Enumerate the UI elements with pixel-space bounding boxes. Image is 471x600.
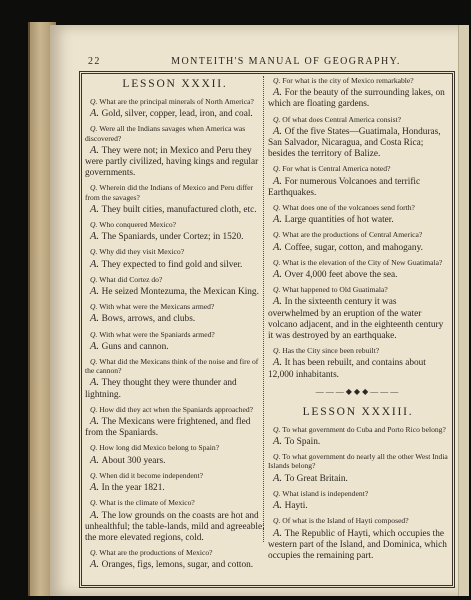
answer [85, 231, 265, 243]
answer-marker: A. [273, 125, 285, 137]
question-marker: Q. [273, 452, 283, 462]
page-number: 22 [88, 56, 101, 67]
question-text: What are the productions of Central America? [282, 230, 423, 240]
answer-text: They expected to find gold and silver. [101, 259, 243, 270]
running-title: MONTEITH'S MANUAL OF GEOGRAPHY. [171, 56, 401, 67]
question [268, 452, 448, 470]
answer [268, 214, 448, 226]
question-text: What did the Mexicans think of the noise and fire of the cannon? [85, 357, 259, 376]
answer [85, 313, 265, 325]
answer-text: Hayti. [284, 501, 308, 512]
answer-text: Over 4,000 feet above the sea. [284, 270, 398, 281]
answer-text: The Spaniards, under Cortez; in 1520. [101, 232, 244, 243]
question-marker: Q. [90, 274, 100, 284]
question-text: For what is Central America noted? [282, 164, 391, 174]
answer-text: Oranges, figs, lemons, sugar, and cotton. [101, 560, 254, 571]
question [85, 183, 265, 201]
question-text: Who conquered Mexico? [99, 220, 177, 230]
answer-marker: A. [273, 527, 285, 539]
answer-text: Gold, silver, copper, lead, iron, and coal. [101, 109, 253, 120]
question [85, 498, 265, 507]
answer-text: In the year 1821. [101, 483, 165, 494]
answer-marker: A. [90, 258, 102, 270]
question [268, 489, 448, 498]
answer-marker: A. [90, 203, 102, 215]
answer-text: Coffee, sugar, cotton, and mahogany. [284, 242, 423, 253]
question [85, 330, 265, 339]
question-marker: Q. [273, 114, 283, 124]
answer [268, 296, 448, 342]
question-marker: Q. [273, 424, 283, 434]
answer-text: To Great Britain. [284, 473, 348, 484]
question [268, 258, 448, 267]
question-marker: Q. [273, 203, 283, 213]
answer-text: They thought they were thunder and lightning. [85, 378, 237, 400]
answer-marker: A. [90, 454, 102, 466]
answer [268, 357, 448, 380]
question-marker: Q. [273, 230, 283, 240]
question-marker: Q. [273, 285, 283, 295]
answer [85, 286, 265, 298]
question-marker: Q. [90, 183, 100, 193]
answer [268, 500, 448, 512]
question [85, 275, 265, 284]
answer-text: In the sixteenth century it was overwhelmed by an eruption of the water volcano adjacent, and in the eighteenth century it was destroyed by an earthquake. [268, 297, 444, 342]
answer-text: Guns and cannon. [101, 341, 169, 352]
question [268, 164, 448, 173]
answer [85, 482, 265, 494]
lesson-32-title: LESSON XXXII. [122, 78, 228, 90]
answer [268, 176, 448, 199]
answer-marker: A. [273, 269, 285, 281]
answer-text: They were not; in Mexico and Peru they were partly civilized, having kings and regular governments. [85, 145, 259, 179]
answer [268, 269, 448, 281]
answer [268, 242, 448, 254]
answer-text: The Mexicans were frightened, and fled from the Spaniards. [85, 417, 251, 439]
lesson-32-continued-items [268, 76, 448, 381]
answer [85, 204, 265, 216]
lesson-33-title: LESSON XXXIII. [302, 405, 414, 418]
answer [268, 528, 448, 563]
answer [268, 473, 448, 485]
question-marker: Q. [90, 548, 100, 558]
question-marker: Q. [273, 516, 283, 526]
answer-marker: A. [273, 87, 285, 99]
question-marker: Q. [90, 247, 100, 257]
question-marker: Q. [90, 302, 100, 312]
question-marker: Q. [273, 76, 283, 85]
answer-text: They built cities, manufactured cloth, etc. [101, 204, 257, 215]
answer [85, 416, 265, 439]
answer-marker: A. [273, 357, 285, 369]
answer [85, 341, 265, 353]
answer-text: For numerous Volcanoes and terrific Earthquakes. [268, 176, 421, 198]
answer-marker: A. [273, 175, 285, 187]
book-page-edge-right [458, 25, 469, 596]
question [268, 115, 448, 124]
question [85, 357, 265, 375]
answer-marker: A. [273, 500, 285, 512]
answer [85, 108, 265, 120]
answer-marker: A. [90, 377, 102, 389]
answer [85, 510, 265, 545]
question-text: Why did they visit Mexico? [99, 247, 185, 257]
question [268, 285, 448, 294]
question-text: With what were the Spaniards armed? [99, 329, 215, 339]
question-text: Has the City since been rebuilt? [282, 346, 380, 356]
answer-marker: A. [90, 108, 102, 120]
question [85, 548, 265, 557]
question-marker: Q. [90, 470, 100, 480]
question-marker: Q. [273, 257, 283, 267]
question-text: How long did Mexico belong to Spain? [99, 443, 220, 453]
question-text: How did they act when the Spaniards approached? [99, 404, 254, 414]
question [268, 516, 448, 525]
question-text: Were all the Indians savages when America was discovered? [85, 124, 246, 143]
question-text: What island is independent? [282, 488, 369, 498]
answer-marker: A. [90, 482, 102, 494]
question-marker: Q. [90, 220, 100, 230]
question [268, 230, 448, 239]
question-text: Of what does Central America consist? [282, 114, 402, 124]
question [268, 425, 448, 434]
question-marker: Q. [90, 498, 100, 508]
answer-marker: A. [273, 214, 285, 226]
answer-marker: A. [90, 340, 102, 352]
answer [268, 87, 448, 110]
question-marker: Q. [273, 346, 283, 356]
section-ornament: ———◆◆◆——— [315, 386, 401, 396]
question-text: For what is the city of Mexico remarkable? [282, 76, 414, 85]
question-text: Wherein did the Indians of Mexico and Peru differ from the savages? [85, 183, 254, 202]
question [85, 405, 265, 414]
answer [85, 377, 265, 400]
answer-text: He seized Montezuma, the Mexican King. [101, 287, 259, 298]
question [85, 247, 265, 256]
answer-text: About 300 years. [101, 455, 166, 466]
question-text: What is the climate of Mexico? [99, 498, 195, 508]
question-text: What does one of the volcanoes send forth? [282, 203, 415, 213]
answer-text: The low grounds on the coasts are hot and unhealthful; the table-lands, mild and agreeable; the more elevated regions, cold. [85, 510, 265, 543]
answer-text: To Spain. [284, 437, 321, 448]
lesson-33-items [268, 425, 448, 562]
answer-text: Large quantities of hot water. [284, 215, 394, 226]
answer-marker: A. [90, 313, 102, 325]
answer [85, 559, 265, 571]
question [268, 76, 448, 85]
question-marker: Q. [90, 443, 100, 453]
answer [268, 126, 448, 161]
question-text: What happened to Old Guatimala? [282, 285, 388, 295]
answer-marker: A. [90, 144, 102, 156]
answer-marker: A. [273, 241, 285, 253]
right-column [268, 76, 448, 566]
answer-text: Bows, arrows, and clubs. [101, 314, 196, 325]
answer-marker: A. [90, 286, 102, 298]
answer-marker: A. [273, 472, 285, 484]
question-text: To what government do nearly all the other West India Islands belong? [268, 452, 448, 471]
question-marker: Q. [90, 404, 100, 414]
question-marker: Q. [273, 488, 283, 498]
question [85, 220, 265, 229]
question-text: With what were the Mexicans armed? [99, 302, 215, 312]
question [85, 97, 265, 106]
question [268, 346, 448, 355]
question [85, 471, 265, 480]
question-text: Of what is the Island of Hayti composed? [282, 516, 409, 526]
question-text: What did Cortez do? [99, 274, 163, 284]
question-marker: Q. [90, 329, 100, 339]
question [85, 124, 265, 142]
answer-marker: A. [90, 231, 102, 243]
answer-text: Of the five States—Guatimala, Honduras, San Salvador, Nicaragua, and Costa Rica; besides the territory of Balize. [268, 126, 441, 160]
question-text: To what government do Cuba and Porto Rico belong? [282, 424, 446, 434]
question-text: What is the elevation of the City of New Guatimala? [282, 257, 443, 267]
question-text: What are the productions of Mexico? [99, 548, 213, 558]
question [85, 302, 265, 311]
left-column [85, 76, 265, 576]
question [85, 443, 265, 452]
question-marker: Q. [90, 124, 100, 134]
answer-text: For the beauty of the surrounding lakes, on which are floating gardens. [268, 88, 445, 110]
question [268, 203, 448, 212]
question-text: When did it become independent? [99, 470, 204, 480]
answer-marker: A. [273, 436, 285, 448]
lesson-32-items [85, 97, 265, 572]
answer-marker: A. [90, 559, 102, 571]
answer [85, 259, 265, 271]
answer-text: It has been rebuilt, and contains about 12,000 inhabitants. [268, 358, 426, 380]
answer [85, 455, 265, 467]
answer-marker: A. [90, 509, 102, 521]
answer [268, 436, 448, 448]
question-marker: Q. [90, 97, 100, 106]
answer-marker: A. [90, 416, 102, 428]
question-marker: Q. [273, 164, 283, 174]
question-marker: Q. [90, 357, 100, 367]
question-text: What are the principal minerals of North America? [99, 97, 254, 106]
answer [85, 145, 265, 180]
answer-text: The Republic of Hayti, which occupies the western part of the Island, and Dominica, which occupies the remaining part. [268, 528, 447, 561]
answer-marker: A. [273, 296, 285, 308]
